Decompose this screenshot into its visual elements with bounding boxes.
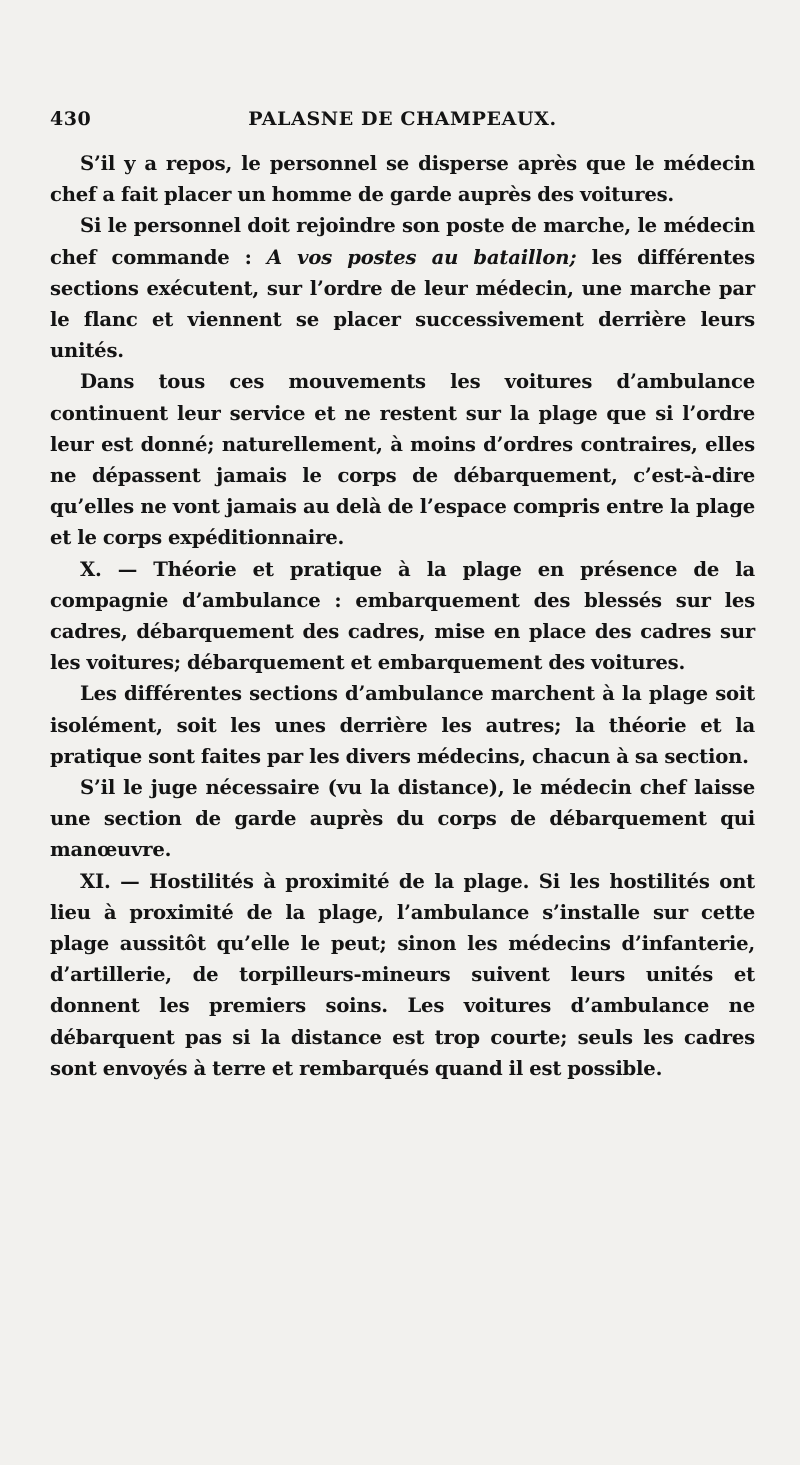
- running-title: PALASNE DE CHAMPEAUX.: [248, 108, 557, 130]
- section-xi-paragraph: XI. — Hostilités à proximité de la plage. Si les hostilités ont lieu à proximité de la plage, l’ambulance s’installe sur cette plage aussitôt qu’elle le peut; sinon les médecins d’infanterie, d’artillerie, de torpilleurs-mineurs suivent leurs unités et donnent les premiers soins. Les voitures d’ambulance ne débarquent pas si la distance est trop courte; seuls les cadres sont envoyés à terre et rembarqués quand il est possible.: [50, 869, 755, 1080]
- paragraph-3: Dans tous ces mouvements les voitures d’ambulance continuent leur service et ne restent sur la plage que si l’ordre leur est donné; naturellement, à moins d’ordres contraires, elles ne dépassent jamais le corps de débarquement, c’est-à-dire qu’elles ne vont jamais au delà de l’espace compris entre la plage et le corps expéditionnaire.: [50, 370, 755, 550]
- section-x-heading: X. — Théorie et pratique à la plage en présence de la compagnie d’ambulance : embarquement des blessés sur les cadres, débarquement des cadres, mise en place des cadres sur les voitures; débarquement et embarquement des voitures.: [50, 557, 755, 675]
- command-italic: A vos postes au bataillon;: [266, 245, 577, 269]
- page-header: [50, 108, 755, 140]
- paragraph-2: [50, 210, 755, 366]
- page-number: 430: [50, 108, 92, 130]
- paragraph-2-start: Si le personnel doit rejoindre son poste de marche, le médecin chef commande :: [50, 214, 755, 269]
- book-page: [50, 108, 755, 1084]
- paragraph-1: S’il y a repos, le personnel se disperse après que le médecin chef a fait placer un homme de garde auprès des voitures.: [50, 152, 755, 207]
- paragraph-2-end: les différentes sections exécutent, sur l’ordre de leur médecin, une marche par le flanc et viennent se placer successivement derrière leurs unités.: [50, 245, 755, 363]
- paragraph-5: Les différentes sections d’ambulance marchent à la plage soit isolément, soit les unes derrière les autres; la théorie et la pratique sont faites par les divers médecins, chacun à sa section.: [50, 682, 755, 768]
- paragraph-6: S’il le juge nécessaire (vu la distance), le médecin chef laisse une section de garde auprès du corps de débarquement qui manœuvre.: [50, 776, 755, 862]
